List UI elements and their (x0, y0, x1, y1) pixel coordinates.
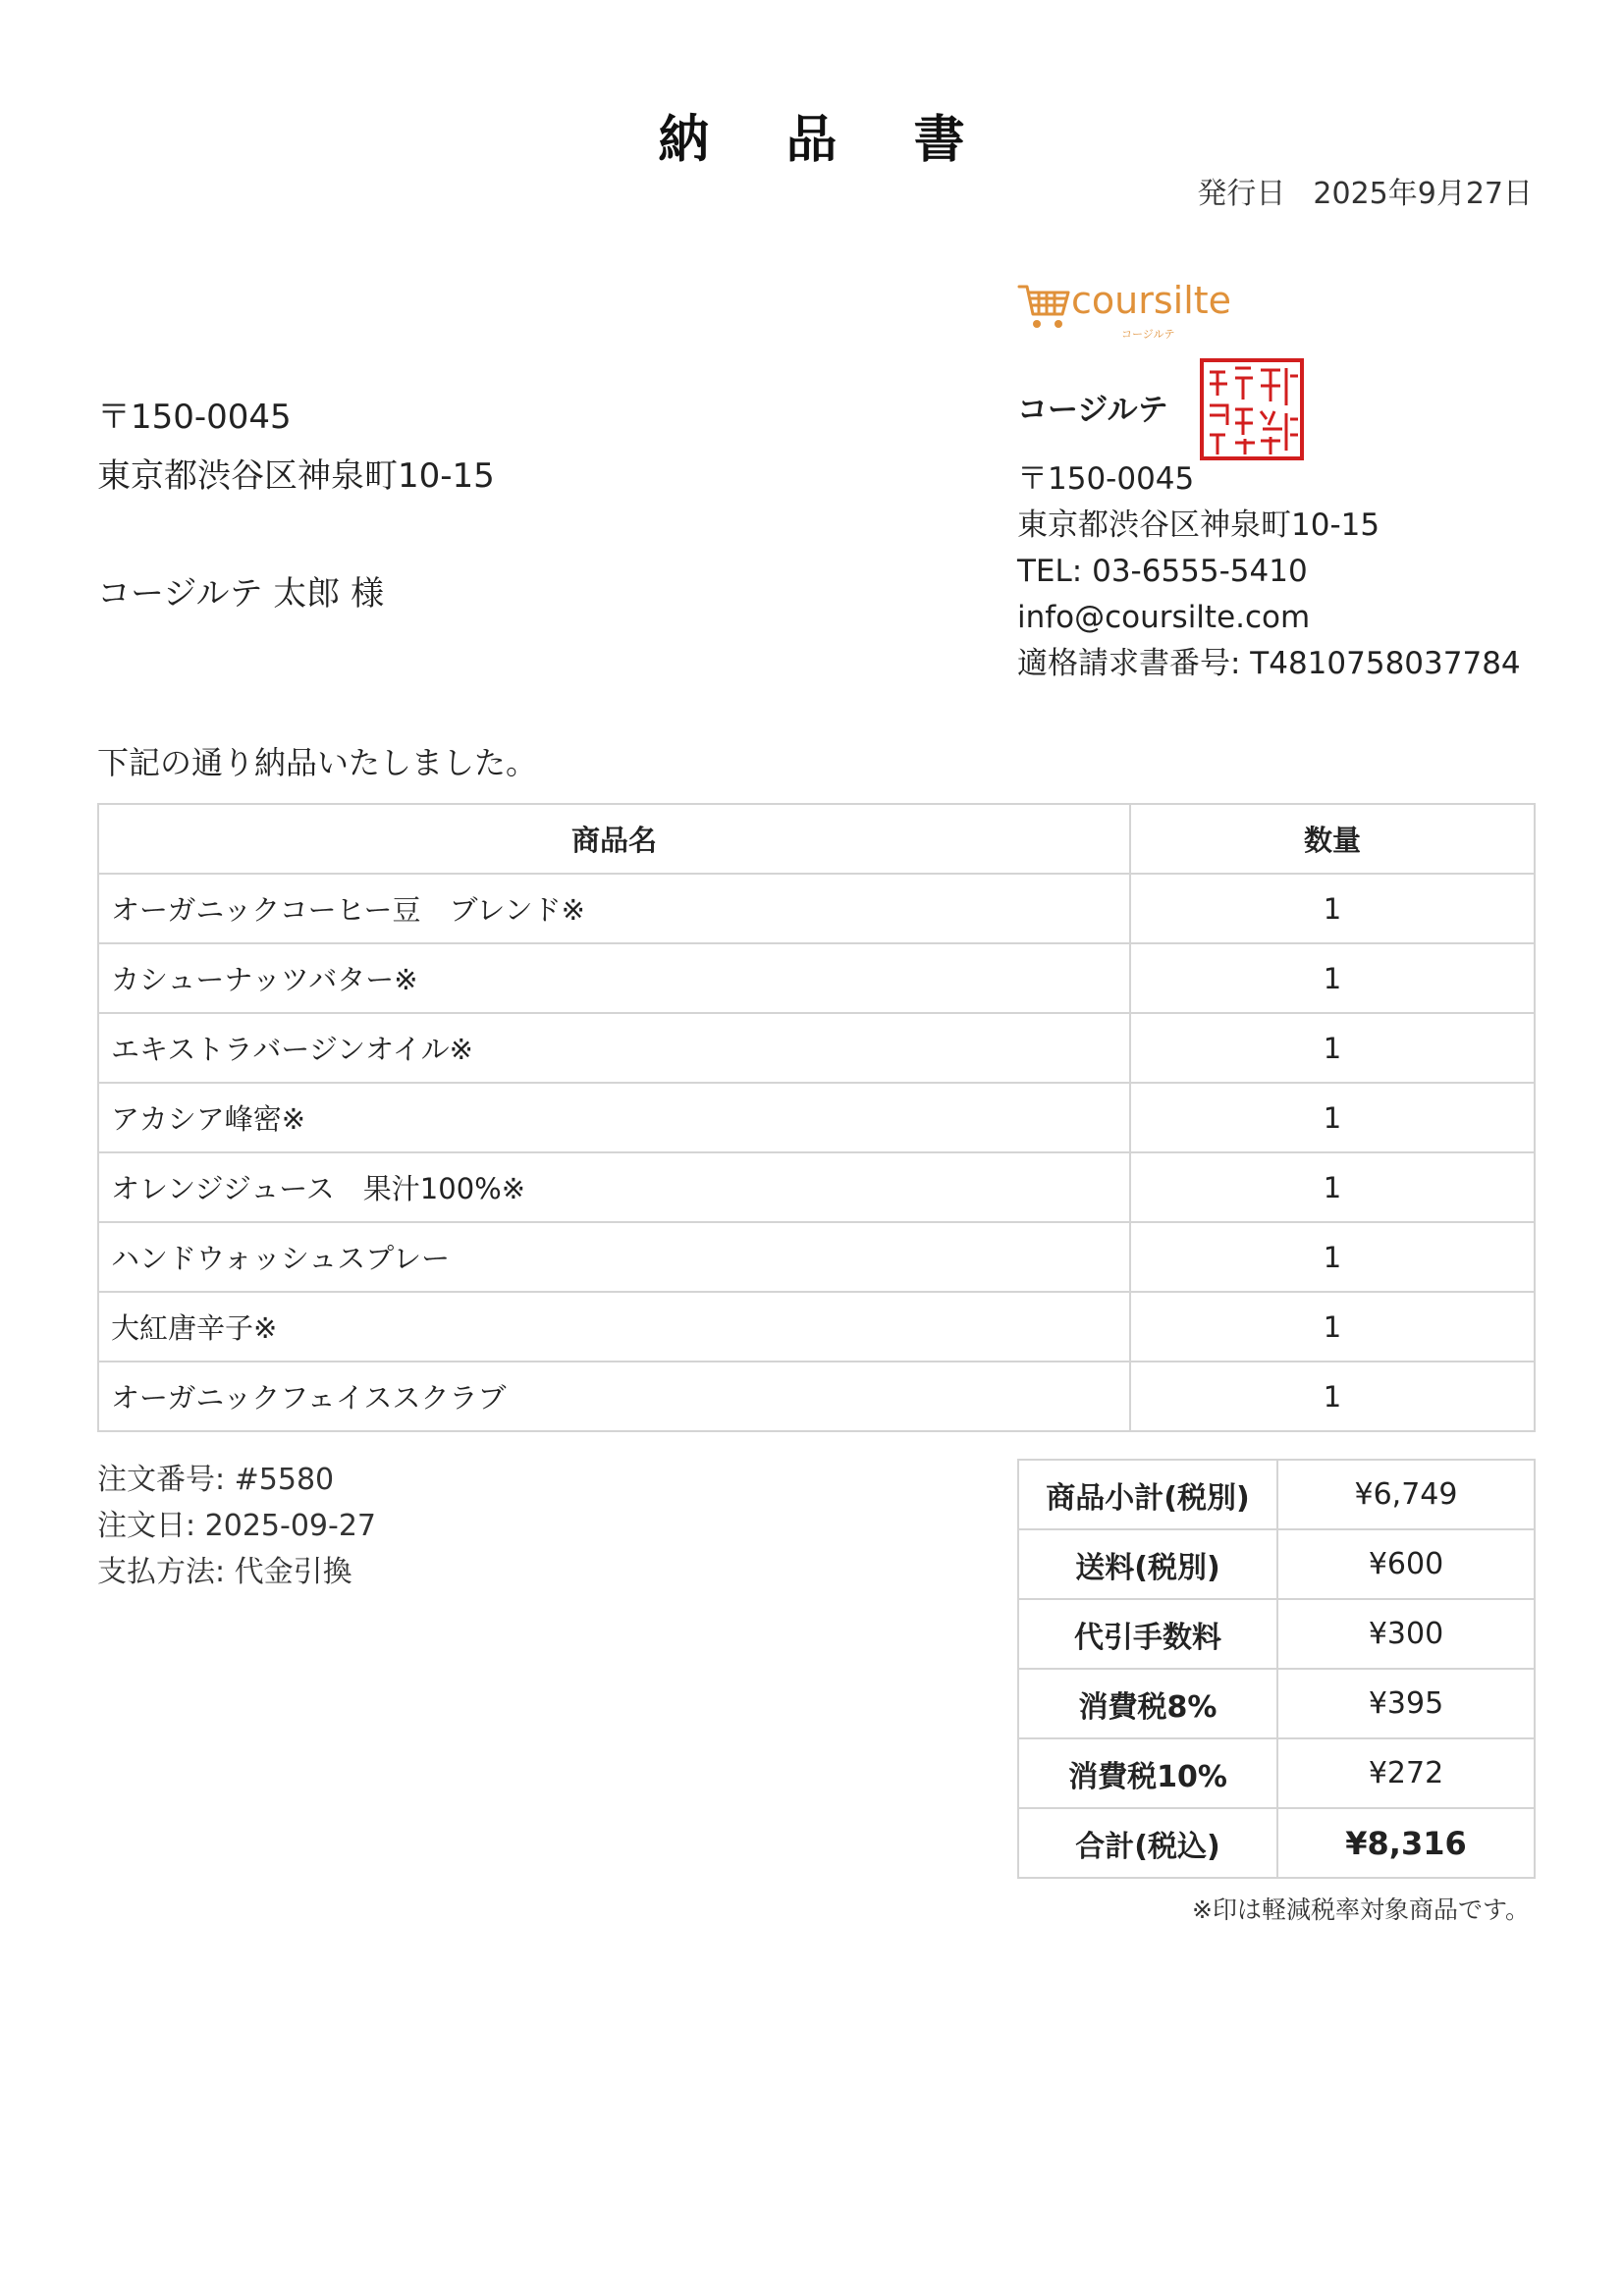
product-name: オレンジジュース 果汁100%※ (98, 1152, 1130, 1222)
sender-phone: TEL: 03-6555-5410 (1017, 554, 1308, 589)
product-name: カシューナッツバター※ (98, 943, 1130, 1013)
grand-total-value: ¥8,316 (1277, 1808, 1535, 1878)
totals-label: 合計(税込) (1018, 1808, 1277, 1878)
reduced-tax-footnote: ※印は軽減税率対象商品です。 (1192, 1896, 1530, 1924)
totals-table (1017, 1459, 1536, 1879)
totals-value: ¥600 (1277, 1529, 1535, 1599)
column-header-product-name: 商品名 (98, 804, 1130, 874)
product-name: エキストラバージンオイル※ (98, 1013, 1130, 1083)
shopping-cart-icon (1017, 279, 1072, 334)
recipient-postal-code: 〒150-0045 (97, 398, 292, 437)
totals-row-grand-total (1018, 1808, 1535, 1878)
document-title: 納 品 書 (658, 111, 995, 170)
product-quantity: 1 (1130, 874, 1535, 943)
table-row (98, 1083, 1535, 1152)
items-table (97, 803, 1536, 1432)
recipient-address: 東京都渋谷区神泉町10-15 (97, 456, 495, 496)
table-row (98, 1362, 1535, 1431)
recipient-name: コージルテ 太郎 様 (97, 574, 385, 614)
totals-value: ¥395 (1277, 1669, 1535, 1738)
table-row (98, 1013, 1535, 1083)
totals-label: 消費税8% (1018, 1669, 1277, 1738)
totals-row-subtotal (1018, 1460, 1535, 1529)
table-row (98, 1152, 1535, 1222)
items-table-header (98, 804, 1535, 874)
product-quantity: 1 (1130, 1152, 1535, 1222)
product-name: オーガニックコーヒー豆 ブレンド※ (98, 874, 1130, 943)
sender-company-name: コージルテ (1017, 393, 1168, 428)
table-row (98, 1292, 1535, 1362)
totals-row-tax-10 (1018, 1738, 1535, 1808)
totals-label: 代引手数料 (1018, 1599, 1277, 1669)
totals-value: ¥272 (1277, 1738, 1535, 1808)
issue-date (1197, 169, 1533, 212)
totals-label: 送料(税別) (1018, 1529, 1277, 1599)
sender-block (1017, 391, 1521, 690)
product-quantity: 1 (1130, 1222, 1535, 1292)
product-name: アカシア峰密※ (98, 1083, 1130, 1152)
logo-subtext: コージルテ (1121, 328, 1175, 341)
totals-value: ¥6,749 (1277, 1460, 1535, 1529)
product-quantity: 1 (1130, 1292, 1535, 1362)
sender-postal-code: 〒150-0045 (1017, 461, 1195, 497)
intro-text: 下記の通り納品いたしました。 (97, 744, 538, 781)
payment-method: 支払方法: 代金引換 (97, 1555, 352, 1589)
totals-row-tax-8 (1018, 1669, 1535, 1738)
table-row (98, 1222, 1535, 1292)
product-name: 大紅唐辛子※ (98, 1292, 1130, 1362)
product-quantity: 1 (1130, 1013, 1535, 1083)
logo-text: coursilte (1071, 279, 1232, 322)
sender-address: 東京都渋谷区神泉町10-15 (1017, 507, 1380, 543)
order-date: 注文日: 2025-09-27 (97, 1509, 376, 1543)
totals-row-cod-fee (1018, 1599, 1535, 1669)
product-quantity: 1 (1130, 943, 1535, 1013)
table-row (98, 943, 1535, 1013)
table-row (98, 874, 1535, 943)
order-info-block (97, 1461, 376, 1599)
issue-date-value: 2025年9月27日 (1313, 177, 1533, 211)
sender-invoice-number: 適格請求書番号: T4810758037784 (1017, 646, 1521, 681)
order-number: 注文番号: #5580 (97, 1463, 335, 1497)
sender-email: info@coursilte.com (1017, 600, 1311, 635)
recipient-block (97, 393, 495, 628)
totals-row-shipping (1018, 1529, 1535, 1599)
issue-date-label: 発行日 (1197, 177, 1286, 211)
totals-label: 消費税10% (1018, 1738, 1277, 1808)
product-quantity: 1 (1130, 1362, 1535, 1431)
product-quantity: 1 (1130, 1083, 1535, 1152)
totals-value: ¥300 (1277, 1599, 1535, 1669)
product-name: オーガニックフェイススクラブ (98, 1362, 1130, 1431)
column-header-quantity: 数量 (1130, 804, 1535, 874)
product-name: ハンドウォッシュスプレー (98, 1222, 1130, 1292)
totals-label: 商品小計(税別) (1018, 1460, 1277, 1529)
company-logo (1017, 271, 1272, 349)
